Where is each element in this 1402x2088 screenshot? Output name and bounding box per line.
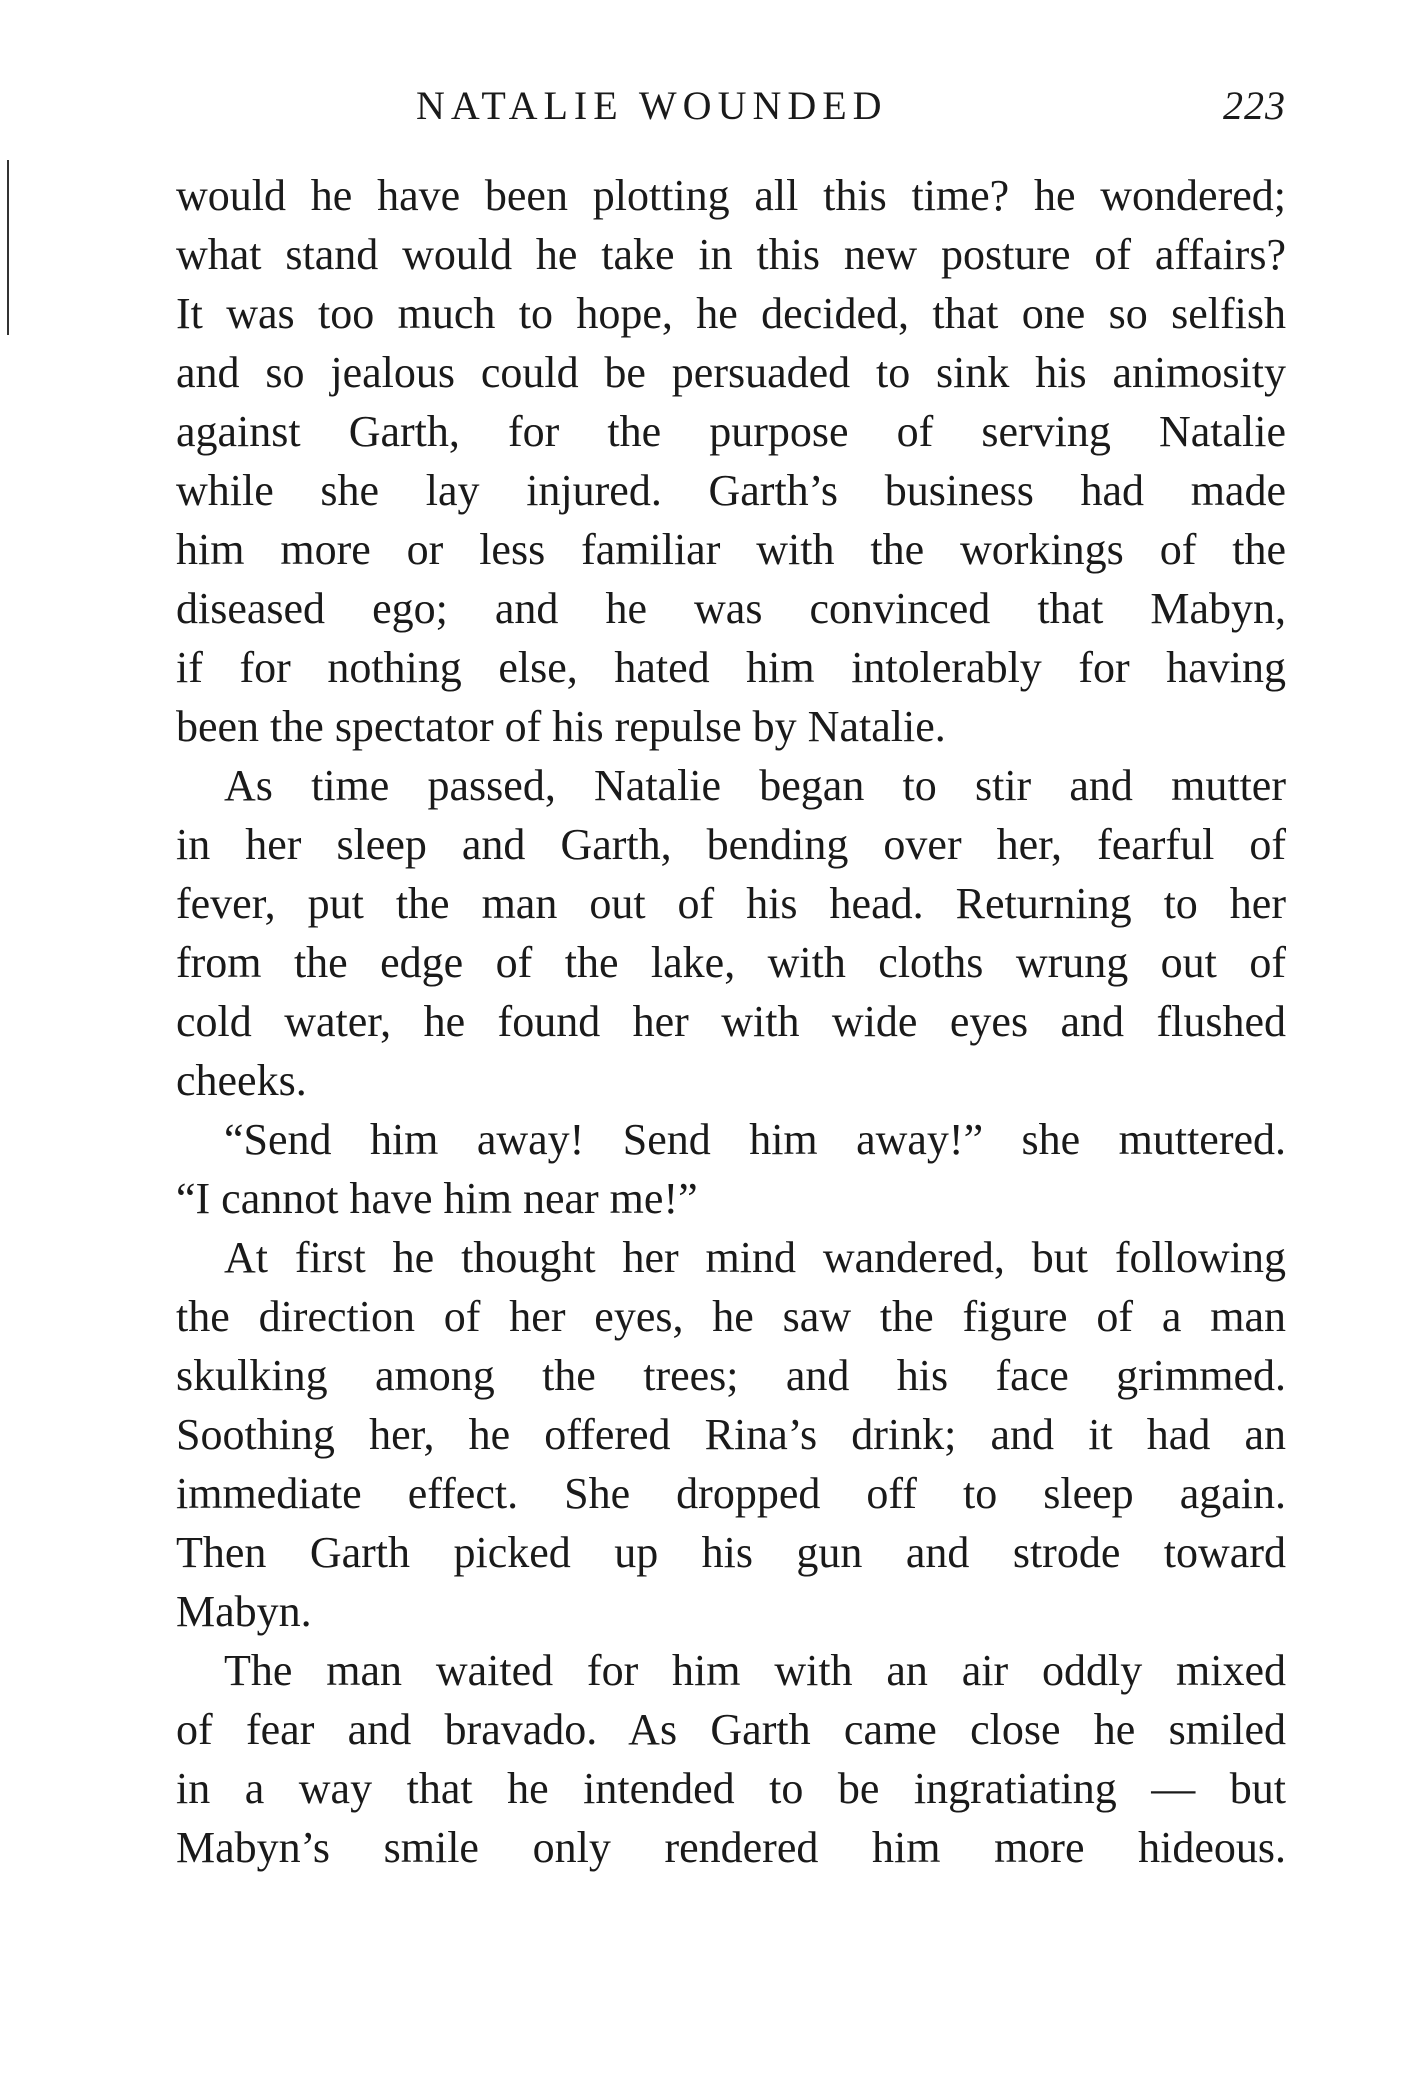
text-line: cheeks. [176, 1056, 307, 1105]
text-line: of fear and bravado. As Garth came close he smiled [176, 1705, 1286, 1754]
text-line: cold water, he found her with wide eyes and flushed [176, 997, 1286, 1046]
text-line: As time passed, Natalie began to stir and mutter [224, 761, 1286, 810]
paragraph-4 [176, 1228, 1286, 1641]
text-line: him more or less familiar with the workings of the [176, 525, 1286, 574]
body-text [176, 166, 1286, 1877]
margin-rule [7, 160, 9, 335]
text-line: Mabyn’s smile only rendered him more hideous. [176, 1823, 1286, 1872]
text-line: immediate effect. She dropped off to sleep again. [176, 1469, 1286, 1518]
text-line: fever, put the man out of his head. Returning to her [176, 879, 1286, 928]
text-line: diseased ego; and he was convinced that Mabyn, [176, 584, 1286, 633]
text-line: while she lay injured. Garth’s business had made [176, 466, 1286, 515]
text-line: against Garth, for the purpose of serving Natalie [176, 407, 1286, 456]
text-line: Soothing her, he offered Rina’s drink; and it had an [176, 1410, 1286, 1459]
text-line: The man waited for him with an air oddly mixed [224, 1646, 1286, 1695]
text-line: what stand would he take in this new posture of affairs? [176, 230, 1286, 279]
paragraph-3 [176, 1110, 1286, 1228]
text-line: would he have been plotting all this time? he wondered; [176, 171, 1286, 220]
text-line: At first he thought her mind wandered, but following [224, 1233, 1286, 1282]
text-line: if for nothing else, hated him intolerably for having [176, 643, 1286, 692]
page-number: 223 [1223, 83, 1286, 128]
text-line: It was too much to hope, he decided, that one so selfish [176, 289, 1286, 338]
text-line: Mabyn. [176, 1587, 312, 1636]
text-line: been the spectator of his repulse by Natalie. [176, 702, 946, 751]
text-line: from the edge of the lake, with cloths wrung out of [176, 938, 1286, 987]
paragraph-1 [176, 166, 1286, 756]
paragraph-2 [176, 756, 1286, 1110]
text-line: Then Garth picked up his gun and strode toward [176, 1528, 1286, 1577]
text-line: in a way that he intended to be ingratiating — but [176, 1764, 1286, 1813]
text-line: skulking among the trees; and his face grimmed. [176, 1351, 1286, 1400]
text-line: and so jealous could be persuaded to sink his animosity [176, 348, 1286, 397]
text-line: in her sleep and Garth, bending over her, fearful of [176, 820, 1286, 869]
text-line: the direction of her eyes, he saw the figure of a man [176, 1292, 1286, 1341]
page-header [176, 82, 1286, 142]
paragraph-5 [176, 1641, 1286, 1877]
text-line: “I cannot have him near me!” [176, 1174, 698, 1223]
running-title: NATALIE WOUNDED [416, 83, 888, 128]
text-line: “Send him away! Send him away!” she muttered. [224, 1115, 1286, 1164]
